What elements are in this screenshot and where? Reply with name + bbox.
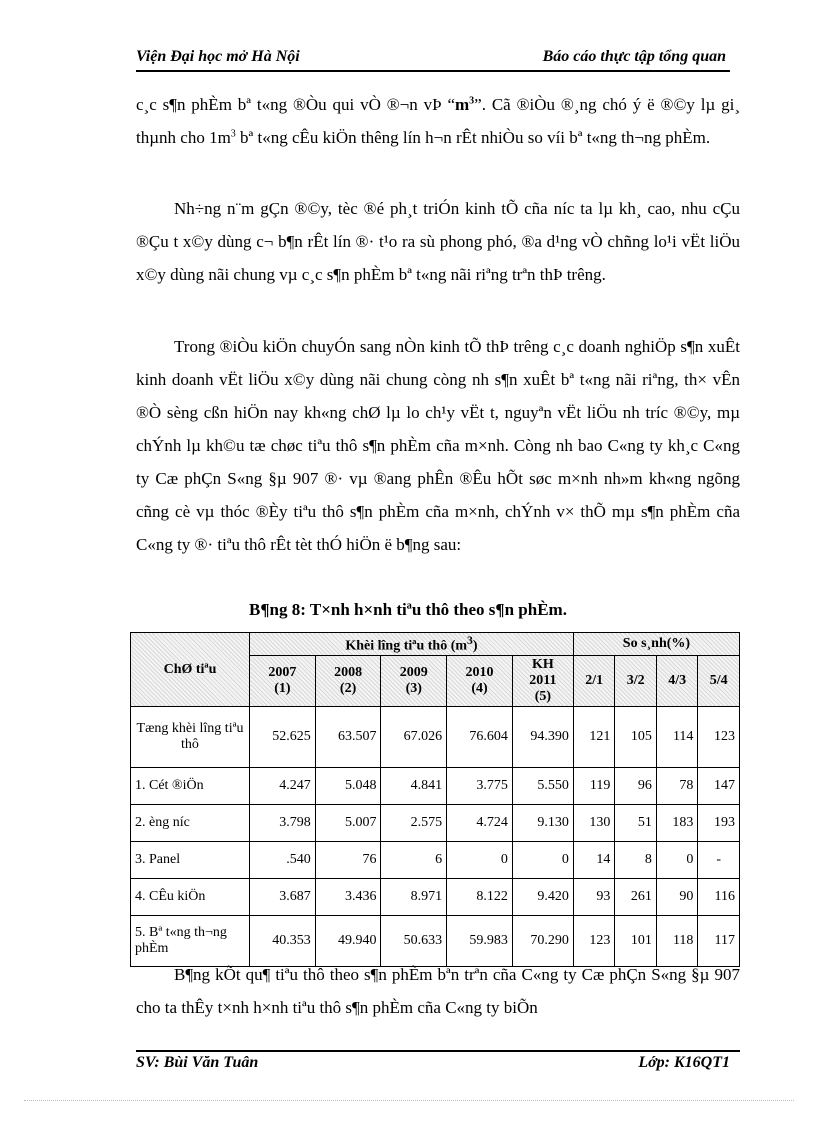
p1-unit-text: m <box>455 95 470 114</box>
paragraph-2: Nh÷ng n¨m gÇn ®©y, tèc ®é ph¸t triÓn kinh tÕ cña níc ta lµ kh¸ cao, nhu cÇu ®Çu t x©y dùng c¬ b¶n rÊt lín ®· t¹o ra sù phong phó, ®a d¹ng vÒ chñng lo¹i vËt liÖu x©y dùng nãi chung vµ c¸c s¶n phÈm bª t«ng nãi riªng trªn thÞ trêng. <box>136 199 740 284</box>
cell-ratio: 78 <box>656 768 698 805</box>
cell-value: 3.436 <box>315 879 381 916</box>
cell-ratio: 261 <box>615 879 657 916</box>
cell-value: 70.290 <box>512 916 573 967</box>
cell-value: 63.507 <box>315 707 381 768</box>
cell-ratio: 90 <box>656 879 698 916</box>
cell-ratio: 96 <box>615 768 657 805</box>
group-volume-text: Khèi lîng tiªu thô (m <box>345 638 468 654</box>
cell-ratio: - <box>698 842 740 879</box>
footer-rule <box>136 1050 740 1052</box>
row-label: 4. CÊu kiÖn <box>131 879 250 916</box>
page-footer <box>136 1050 740 1076</box>
ratio-header: 3/2 <box>615 656 657 707</box>
cell-value: 5.048 <box>315 768 381 805</box>
cell-value: 8.971 <box>381 879 447 916</box>
cell-ratio: 8 <box>615 842 657 879</box>
year-header-bottom: (2) <box>339 681 357 696</box>
cell-ratio: 0 <box>656 842 698 879</box>
cell-ratio: 119 <box>573 768 615 805</box>
cell-value: 3.687 <box>250 879 316 916</box>
header-rule <box>136 70 730 72</box>
paragraph-1 <box>136 88 740 154</box>
row-label: 1. Cét ®iÖn <box>131 768 250 805</box>
cell-value: 6 <box>381 842 447 879</box>
cell-ratio: 93 <box>573 879 615 916</box>
table-corner-header: ChØ tiªu <box>131 633 250 707</box>
paragraph-4: B¶ng kÕt qu¶ tiªu thô theo s¶n phÈm bªn trªn cña C«ng ty Cæ phÇn S«ng §µ 907 cho ta thÊy t×nh h×nh tiªu thô s¶n phÈm cña C«ng ty biÕn <box>136 965 740 1017</box>
table-group-ratio: So s¸nh(%) <box>573 633 739 656</box>
cell-value: 9.420 <box>512 879 573 916</box>
year-header-bottom: (3) <box>405 681 422 696</box>
table-row <box>131 768 740 805</box>
cell-ratio: 105 <box>615 707 657 768</box>
table-row <box>131 842 740 879</box>
cell-value: 2.575 <box>381 805 447 842</box>
cell-value: 3.798 <box>250 805 316 842</box>
year-header <box>315 656 381 707</box>
cell-value: 5.007 <box>315 805 381 842</box>
year-header-top: 2007 <box>268 665 297 680</box>
cell-value: 49.940 <box>315 916 381 967</box>
cell-value: 4.724 <box>447 805 513 842</box>
cell-value: 59.983 <box>447 916 513 967</box>
cell-value: 5.550 <box>512 768 573 805</box>
cell-ratio: 123 <box>573 916 615 967</box>
row-label: 2. èng níc <box>131 805 250 842</box>
p1-unit <box>455 95 474 114</box>
cell-ratio: 121 <box>573 707 615 768</box>
cell-value: 50.633 <box>381 916 447 967</box>
cell-value: 4.841 <box>381 768 447 805</box>
table-row <box>131 879 740 916</box>
cell-ratio: 14 <box>573 842 615 879</box>
year-header-top: 2009 <box>399 665 428 680</box>
year-header-bottom: (4) <box>471 681 488 696</box>
cell-ratio: 147 <box>698 768 740 805</box>
cell-value: 9.130 <box>512 805 573 842</box>
table-row <box>131 707 740 768</box>
paragraph-3: Trong ®iÒu kiÖn chuyÓn sang nÒn kinh tÕ thÞ trêng c¸c doanh nghiÖp s¶n xuÊt kinh doanh vËt liÖu x©y dùng nãi chung còng nh s¶n xuÊt bª t«ng nãi riªng, th× vÊn ®Ò sèng cßn hiÖn nay kh«ng chØ lµ lo ch¹y vËt t, nguyªn vËt liÖu nh tríc ®©y, mµ chÝnh lµ kh©u tæ chøc tiªu thô s¶n phÈm cña m×nh. Còng nh bao C«ng ty kh¸c C«ng ty Cæ phÇn S«ng §µ 907 ®· vµ ®ang phÊn ®Êu hÕt søc m×nh nh»m kh«ng ngõng cñng cè vµ thóc ®Èy tiªu thô s¶n phÈm cña m×nh, chÝnh v× thÕ mµ s¶n phÈm cña C«ng ty ®· tiªu thô rÊt tèt thÓ hiÖn ë b¶ng sau: <box>136 337 740 554</box>
ratio-header: 4/3 <box>656 656 698 707</box>
row-label: Tæng khèi lîng tiªu thô <box>131 707 250 768</box>
cell-value: 76 <box>315 842 381 879</box>
year-header-top: KH 2011 <box>529 657 557 688</box>
cell-value: 4.247 <box>250 768 316 805</box>
year-header-bottom: (5) <box>534 689 552 704</box>
cell-value: 0 <box>512 842 573 879</box>
cell-ratio: 117 <box>698 916 740 967</box>
header-institution: Viện Đại học mở Hà Nội <box>136 48 300 65</box>
header-report-title: Báo cáo thực tập tổng quan <box>542 48 726 65</box>
cell-value: 67.026 <box>381 707 447 768</box>
group-volume-end: ) <box>472 638 478 654</box>
cell-ratio: 101 <box>615 916 657 967</box>
cell-ratio: 114 <box>656 707 698 768</box>
cell-value: 3.775 <box>447 768 513 805</box>
table-group-volume <box>250 633 574 656</box>
cell-ratio: 51 <box>615 805 657 842</box>
cell-value: 0 <box>447 842 513 879</box>
p1-text-b: ”. Cã ®iÒu ®¸ng chó ý ë ®©y lµ gi¸ thµnh cho 1m <box>136 95 741 147</box>
p1-text-a: c¸c s¶n phÈm bª t«ng ®Òu qui vÒ ®¬n vÞ “ <box>136 95 455 114</box>
year-header <box>381 656 447 707</box>
group-volume-sup: 3 <box>467 633 473 647</box>
row-label: 3. Panel <box>131 842 250 879</box>
consumption-table <box>130 632 740 967</box>
year-header-top: 2010 <box>465 665 494 680</box>
ratio-header: 2/1 <box>573 656 615 707</box>
cell-ratio: 183 <box>656 805 698 842</box>
table-row <box>131 805 740 842</box>
cell-value: 94.390 <box>512 707 573 768</box>
year-header-bottom: (1) <box>274 681 291 696</box>
cell-value: 76.604 <box>447 707 513 768</box>
cell-value: 40.353 <box>250 916 316 967</box>
year-header <box>250 656 316 707</box>
ratio-header: 5/4 <box>698 656 740 707</box>
cell-ratio: 193 <box>698 805 740 842</box>
year-header-top: 2008 <box>334 665 363 680</box>
row-label: 5. Bª t«ng th¬ng phÈm <box>131 916 250 967</box>
p1-unit-sup: 3 <box>469 95 475 107</box>
cell-ratio: 116 <box>698 879 740 916</box>
p1-sup2: 3 <box>230 128 236 140</box>
cell-value: 52.625 <box>250 707 316 768</box>
cell-value: 8.122 <box>447 879 513 916</box>
footer-student: SV: Bùi Văn Tuân <box>136 1054 259 1071</box>
year-header <box>447 656 513 707</box>
cell-value: .540 <box>250 842 316 879</box>
footer-class: Lớp: K16QT1 <box>638 1054 730 1071</box>
page-bottom-dotted-line <box>24 1100 794 1101</box>
cell-ratio: 130 <box>573 805 615 842</box>
cell-ratio: 123 <box>698 707 740 768</box>
page-header <box>136 48 736 72</box>
p1-text-c: bª t«ng cÊu kiÖn thêng lín h¬n rÊt nhiÒu so víi bª t«ng th¬ng phÈm. <box>235 128 711 147</box>
cell-ratio: 118 <box>656 916 698 967</box>
table-title: B¶ng 8: T×nh h×nh tiªu thô theo s¶n phÈm. <box>249 600 567 619</box>
year-header <box>512 656 573 707</box>
